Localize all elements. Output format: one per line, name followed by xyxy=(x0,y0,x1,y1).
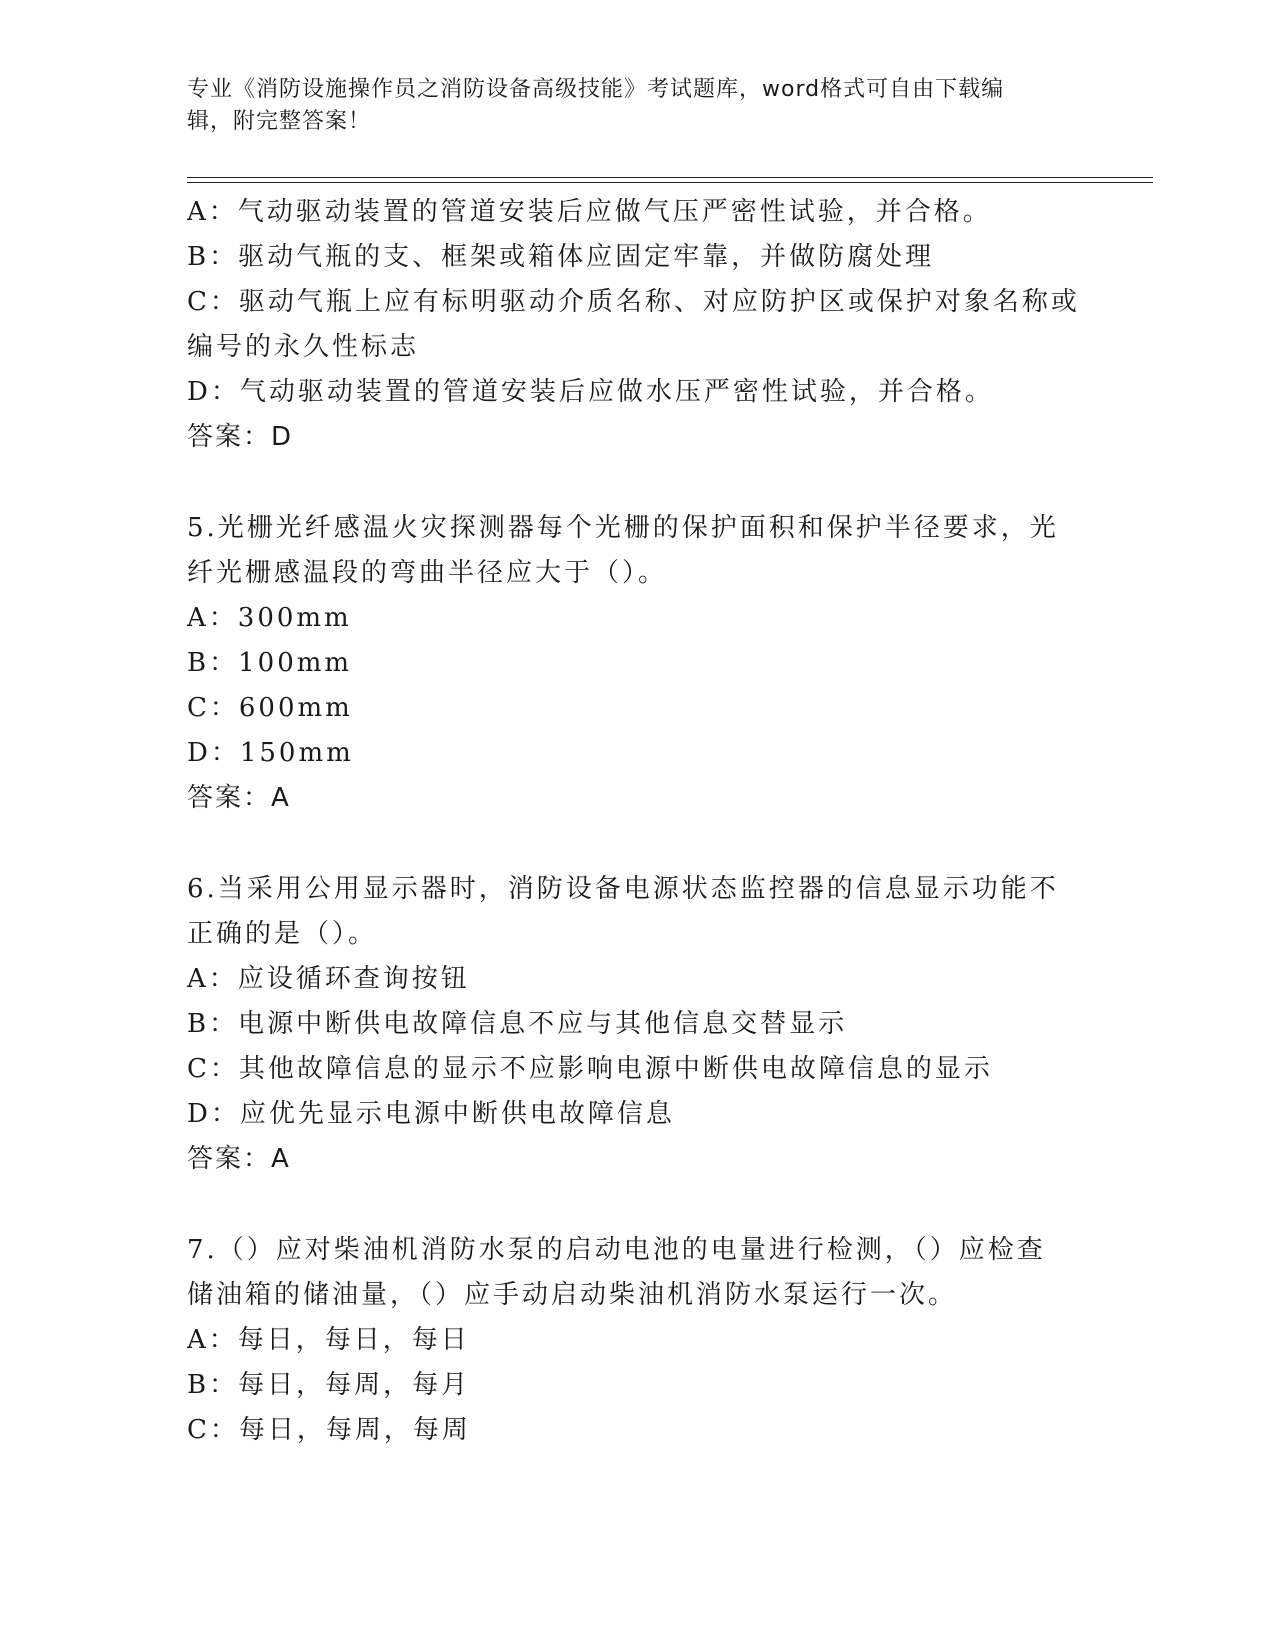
question-stem: 7.（）应对柴油机消防水泵的启动电池的电量进行检测，（）应检查 xyxy=(187,1235,1046,1265)
answer: 答案：D xyxy=(187,422,294,452)
spacer xyxy=(187,821,1087,867)
option-b: B：电源中断供电故障信息不应与其他信息交替显示 xyxy=(187,1009,848,1039)
option-c: C：驱动气瓶上应有标明驱动介质名称、对应防护区或保护对象名称或 xyxy=(187,287,1080,317)
question-stem-continued: 纤光栅感温段的弯曲半径应大于（）。 xyxy=(187,558,668,588)
header-divider-top xyxy=(187,177,1153,178)
option-d: D：气动驱动装置的管道安装后应做水压严密性试验，并合格。 xyxy=(187,377,994,407)
header-line-2: 辑，附完整答案！ xyxy=(187,109,372,134)
option-b: B：驱动气瓶的支、框架或箱体应固定牢靠，并做防腐处理 xyxy=(187,242,935,272)
option-a: A：应设循环查询按钮 xyxy=(187,964,470,994)
question-stem-continued: 储油箱的储油量，（）应手动启动柴油机消防水泵运行一次。 xyxy=(187,1280,958,1310)
question-stem: 5.光栅光纤感温火灾探测器每个光栅的保护面积和保护半径要求，光 xyxy=(187,513,1059,543)
option-b: B：100mm xyxy=(187,648,353,678)
option-a: A：气动驱动装置的管道安装后应做气压严密性试验，并合格。 xyxy=(187,197,992,227)
option-c: C：600mm xyxy=(187,693,353,723)
document-header xyxy=(187,74,1087,138)
question-stem: 6.当采用公用显示器时，消防设备电源状态监控器的信息显示功能不 xyxy=(187,874,1059,904)
question-4 xyxy=(187,190,1087,460)
header-divider-bottom xyxy=(187,182,1153,183)
question-stem-continued: 正确的是（）。 xyxy=(187,919,378,949)
option-a: A：每日，每日，每日 xyxy=(187,1325,470,1355)
question-5 xyxy=(187,506,1087,821)
question-6 xyxy=(187,867,1087,1182)
option-d: D：应优先显示电源中断供电故障信息 xyxy=(187,1099,675,1129)
answer: 答案：A xyxy=(187,1144,291,1174)
question-7 xyxy=(187,1228,1087,1453)
question-content xyxy=(187,190,1087,1453)
header-line-1: 专业《消防设施操作员之消防设备高级技能》考试题库，word格式可自由下载编 xyxy=(187,77,1005,102)
option-c-continued: 编号的永久性标志 xyxy=(187,332,420,362)
option-d: D：150mm xyxy=(187,738,354,768)
option-a: A：300mm xyxy=(187,603,352,633)
spacer xyxy=(187,460,1087,506)
option-b: B：每日，每周，每月 xyxy=(187,1370,471,1400)
spacer xyxy=(187,1182,1087,1228)
answer: 答案：A xyxy=(187,783,291,813)
option-c: C：每日，每周，每周 xyxy=(187,1415,471,1445)
option-c: C：其他故障信息的显示不应影响电源中断供电故障信息的显示 xyxy=(187,1054,993,1084)
